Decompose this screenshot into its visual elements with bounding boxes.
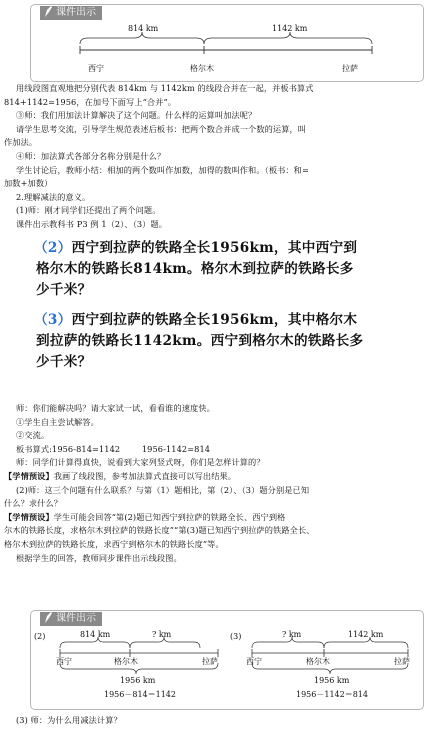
text-line: (2)师：这三个问题有什么联系？与第（1）题相比，第（2）、（3）题分别是已知 [16,484,310,495]
question-2-line3: 少千米？ [36,282,92,298]
diagram-2-p1: 西宁 [56,657,72,666]
diagram-2-p3: 拉萨 [202,657,218,666]
diagram-3-p1: 西宁 [246,657,262,666]
text-line: 根据学生的回答，教师同步课件出示线段图。 [16,552,182,563]
question-2-number: （2） [34,240,72,256]
text-line: ②交流。 [16,430,50,441]
segment-label-814: 814 km [128,24,159,33]
text-line: 请学生思考交流，引导学生规范表述后板书：把两个数合并成一个数的运算，叫 [16,123,307,134]
text-line: 什么？求什么？ [4,498,63,509]
point-lasa: 拉萨 [342,64,358,73]
text-line: 加数+加数） [4,178,53,189]
diagram-2-label: (2) [34,632,46,641]
preset-tag: 【学情预设】 [4,470,54,481]
point-geermu: 格尔木 [190,64,214,73]
diagram-3-equation: 1956－1142＝814 [296,690,368,699]
text-line: 作加法。 [4,137,38,148]
diagram-2-seg2: ? km [152,630,172,639]
text-line: (3) 师：为什么用减法计算？ [16,715,122,725]
diagram-3-p3: 拉萨 [394,657,410,666]
courseware-tag-label: 课件出示 [56,7,96,18]
diagram-3-seg1: ? km [282,630,302,639]
question-3-line3: 少千米？ [36,354,92,370]
preset-text: 学生可能会回答“第(2)题已知西宁到拉萨的铁路全长、西宁到格 [53,511,286,522]
diagram-2-p2: 格尔木 [114,657,138,666]
diagram-2-total: 1956 km [120,676,156,685]
text-line: 板书算式:1956-814=1142 1956-1142=814 [16,443,211,454]
text-line: 师：你们能解决吗？请大家试一试，看看谁的速度快。 [16,403,215,413]
question-3-line2: 到拉萨的铁路长1142km。西宁到格尔木的铁路长多 [36,333,364,349]
diagram-3-total: 1956 km [314,676,350,685]
preset-text: 我画了线段图，参考加法算式直接可以写出结果。 [53,470,237,481]
question-2-line1: 西宁到拉萨的铁路全长1956km，其中西宁到 [71,240,358,256]
courseware-tag-label: 课件出示 [56,613,96,624]
text-line: 师：同学们计算得真快，说看到大家列竖式呀，你们是怎样计算的？ [16,457,265,468]
question-3-number: （3） [34,312,72,328]
preset-tag: 【学情预设】 [4,511,54,522]
segment-label-1142: 1142 km [272,24,308,33]
diagram-3-p2: 格尔木 [306,657,330,666]
diagram-3-label: (3) [230,632,242,641]
text-line: ①学生自主尝试解答。 [16,416,99,427]
question-2-line2: 格尔木的铁路长814km。格尔木到拉萨的铁路长多 [36,261,354,277]
question-3-line1: 西宁到拉萨的铁路全长1956km，其中格尔木 [71,312,358,328]
text-line: 格尔木到拉萨的铁路长度，求西宁到格尔木的铁路长度”等。 [4,538,224,549]
text-line: 814+1142=1956，在加号下面写上“合并”。 [4,96,177,107]
text-line: (1)师：刚才同学们还提出了两个问题。 [16,205,161,216]
text-line: ④师：加法算式各部分名称分别是什么？ [16,150,166,161]
diagram-2-seg1: 814 km [80,630,111,639]
diagram-2-equation: 1956－814＝1142 [104,690,176,699]
text-line: ③师：我们用加法计算解决了这个问题。什么样的运算叫加法呢？ [16,110,257,121]
text-line: 尔木的铁路长度，求格尔木到拉萨的铁路长度”“第(3)题已知西宁到拉萨的铁路全长、 [4,525,315,536]
text-line: 2.理解减法的意义。 [16,191,91,202]
point-xining: 西宁 [88,64,104,73]
text-line: 课件出示教科书 P3 例 1（2）、（3）题。 [16,218,168,229]
paragraph-last [4,714,423,728]
text-line: 用线段图直观地把分别代表 814km 与 1142km 的线段合并在一起，并板书算式 [16,83,314,93]
diagram-3-seg2: 1142 km [348,630,384,639]
text-line: 学生讨论后，教师小结：相加的两个数叫作加数，加得的数叫作和。（板书：和= [16,164,309,175]
